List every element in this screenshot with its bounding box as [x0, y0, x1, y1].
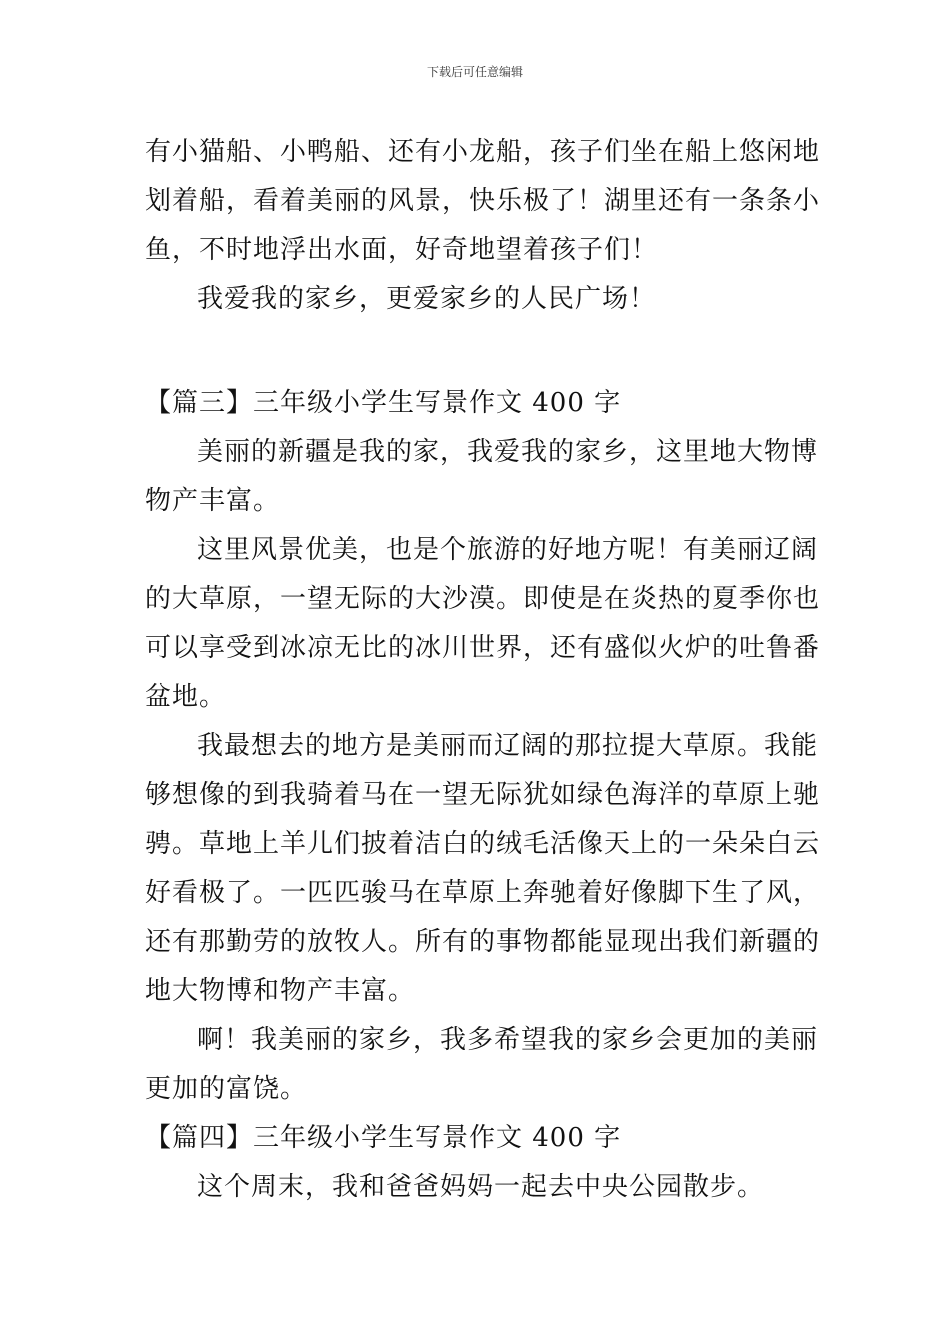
text-line: 地大物博和物产丰富。: [145, 976, 416, 1006]
text-line: 还有那勤劳的放牧人。所有的事物都能显现出我们新疆的: [145, 927, 821, 957]
text-line: 物产丰富。: [145, 486, 281, 516]
text-line: 盆地。: [145, 682, 227, 712]
page-header: 下载后可任意编辑: [426, 65, 523, 79]
text-line: 鱼，不时地浮出水面，好奇地望着孩子们！: [145, 235, 659, 265]
section-heading: 【篇四】三年级小学生写景作文 400 字: [145, 1123, 622, 1153]
text-line: 可以享受到冰凉无比的冰川世界，还有盛似火炉的吐鲁番: [145, 633, 821, 663]
section-gap: [145, 324, 815, 379]
text-line: 划着船，看着美丽的风景，快乐极了！湖里还有一条条小: [145, 186, 821, 216]
text-line: 我爱我的家乡，更爱家乡的人民广场！: [197, 284, 657, 314]
text-line: 骋。草地上羊儿们披着洁白的绒毛活像天上的一朵朵白云: [145, 829, 821, 859]
text-line: 更加的富饶。: [145, 1074, 308, 1104]
text-line: 好看极了。一匹匹骏马在草原上奔驰着好像脚下生了风，: [145, 878, 821, 908]
text-line: 这个周末，我和爸爸妈妈一起去中央公园散步。: [197, 1172, 765, 1202]
text-line: 有小猫船、小鸭船、还有小龙船，孩子们坐在船上悠闲地: [145, 137, 821, 167]
text-line: 我最想去的地方是美丽而辽阔的那拉提大草原。我能: [197, 731, 819, 761]
text-line: 的大草原，一望无际的大沙漠。即使是在炎热的夏季你也: [145, 584, 821, 614]
text-line: 这里风景优美，也是个旅游的好地方呢！有美丽辽阔: [197, 535, 819, 565]
text-line: 啊！我美丽的家乡，我多希望我的家乡会更加的美丽: [197, 1025, 819, 1055]
text-line: 够想像的到我骑着马在一望无际犹如绿色海洋的草原上驰: [145, 780, 821, 810]
text-line: 美丽的新疆是我的家，我爱我的家乡，这里地大物博: [197, 437, 819, 467]
document-body: [145, 128, 821, 1212]
section-heading: 【篇三】三年级小学生写景作文 400 字: [145, 388, 622, 418]
